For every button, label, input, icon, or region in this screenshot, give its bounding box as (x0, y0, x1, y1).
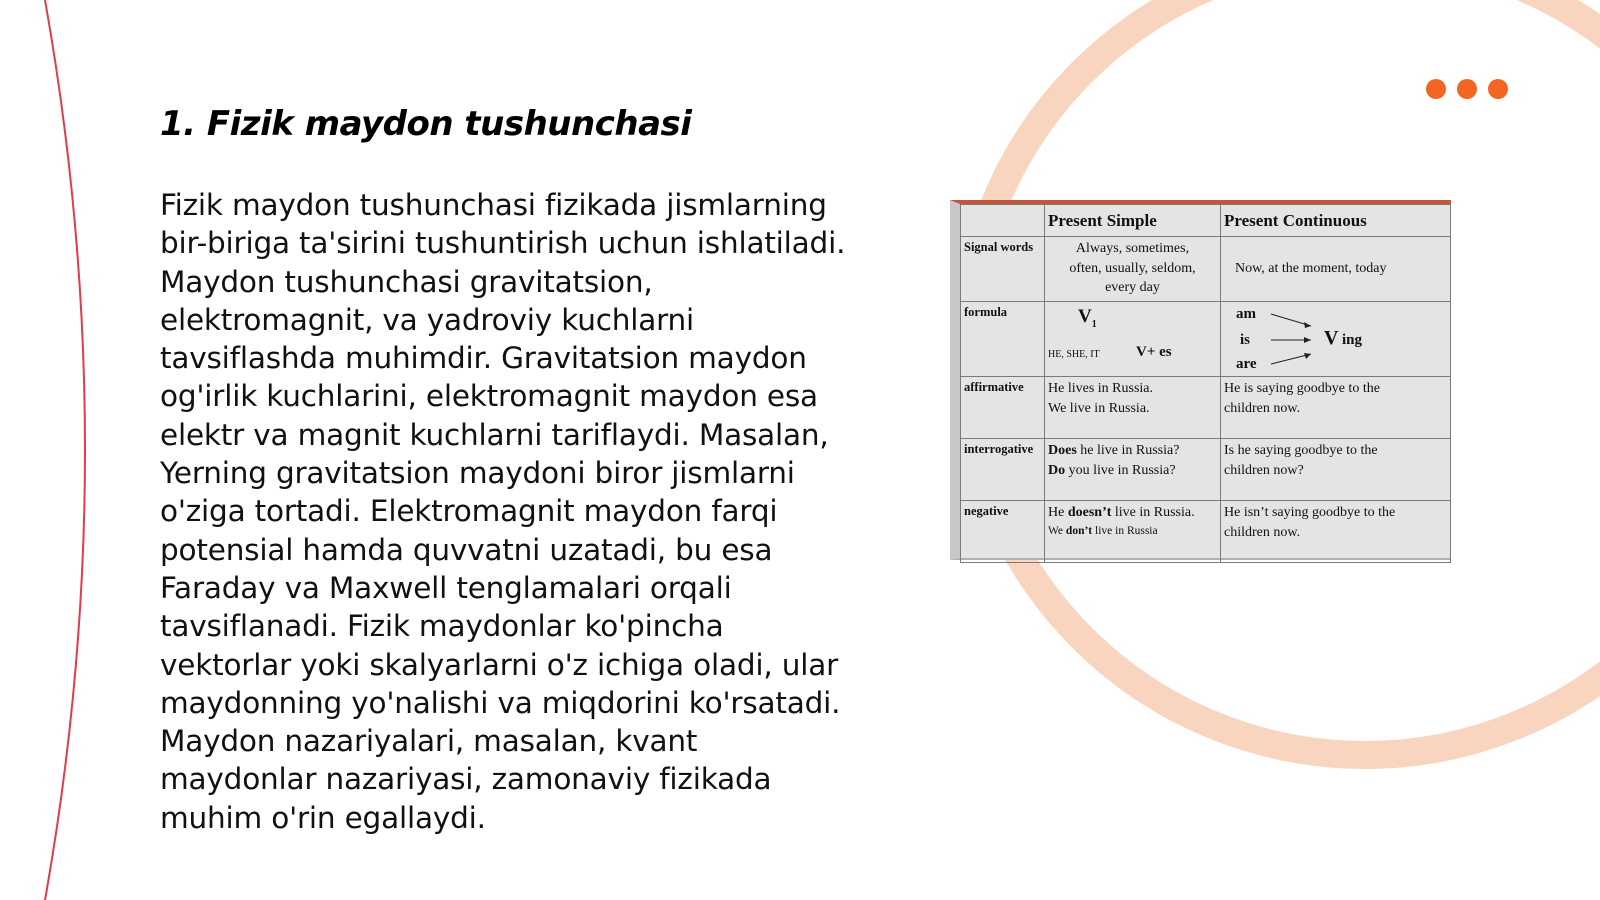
formula-v1 (1078, 304, 1097, 332)
formula-v-ing (1324, 324, 1362, 352)
grammar-table-image (950, 200, 1451, 560)
interrogative-simple-1 (1048, 441, 1217, 461)
interrogative-does: Does (1048, 443, 1077, 458)
table-header-present-continuous: Present Continuous (1221, 205, 1451, 237)
interrogative-continuous-1: Is he saying goodbye to the (1224, 443, 1378, 458)
table-header-row (961, 205, 1451, 237)
formula-v1-subscript: 1 (1091, 318, 1097, 330)
formula-pronouns: HE, SHE, IT (1048, 349, 1100, 360)
interrogative-simple-2-rest: you live in Russia? (1065, 462, 1176, 478)
negative-simple-2 (1048, 523, 1217, 539)
negative-simple-2-pre: We (1048, 524, 1066, 537)
signal-simple-cell (1045, 237, 1221, 302)
slide-title: 1. Fizik maydon tushunchasi (160, 104, 692, 144)
negative-doesnt: doesn’t (1067, 505, 1112, 520)
negative-continuous-2: children now. (1224, 524, 1301, 540)
slide-body-text: Fizik maydon tushunchasi fizikada jismlarning bir-biriga ta'sirini tushuntirish uchun ishlatiladi. Maydon tushunchasi gravitatsion, elektromagnit, va yadroviy kuchlarni tavsiflashda muhimdir. Gravitatsion maydon og'irlik kuchlarini, elektromagnit maydon esa elektr va magnit kuchlarni tariflaydi. Masalan, Yerning gravitatsion maydoni biror jismlarni o'ziga tortadi. Elektromagnit maydon farqi potensial hamda quvvatni uzatadi, bu esa Faraday va Maxwell tenglamalari orqali tavsiflanadi. Fizik maydonlar ko'pincha vektorlar yoki skalyarlarni o'z ichiga oladi, ular maydonning yo'nalishi va miqdorini ko'rsatadi. Maydon nazariyalari, masalan, kvant maydonlar nazariyasi, zamonaviy fizikada muhim o'rin egallaydi. (160, 188, 846, 835)
table-row-interrogative (961, 439, 1451, 501)
row-label-interrogative: interrogative (961, 439, 1045, 501)
negative-continuous-1: He isn’t saying goodbye to the (1224, 505, 1396, 520)
formula-are: are (1236, 356, 1257, 372)
interrogative-continuous-cell (1221, 439, 1451, 501)
negative-continuous-cell (1221, 501, 1451, 563)
row-label-affirmative: affirmative (961, 377, 1045, 439)
formula-is: is (1240, 332, 1251, 348)
signal-simple-line-1: Always, sometimes, (1075, 241, 1190, 256)
formula-ving-suffix: ing (1341, 332, 1362, 348)
interrogative-do: Do (1048, 462, 1066, 478)
interrogative-simple-cell (1045, 439, 1221, 501)
table-row-negative (961, 501, 1451, 563)
table-header-empty (961, 205, 1045, 237)
table-header-present-simple: Present Simple (1045, 205, 1221, 237)
affirmative-simple-cell (1045, 377, 1221, 439)
negative-simple-2-rest: live in Russia (1092, 524, 1158, 537)
negative-dont: don’t (1065, 524, 1093, 537)
negative-simple-cell (1045, 501, 1221, 563)
interrogative-continuous-2: children now? (1224, 462, 1304, 478)
table-row-signal-words (961, 237, 1451, 302)
formula-am: am (1236, 306, 1256, 322)
interrogative-simple-1-rest: he live in Russia? (1076, 443, 1180, 458)
affirmative-continuous-cell (1221, 377, 1451, 439)
formula-arrows-icon (1269, 310, 1325, 368)
table-row-formula (961, 302, 1451, 377)
negative-simple-1 (1048, 503, 1217, 523)
formula-continuous-cell (1221, 302, 1451, 377)
signal-simple-line-3: every day (1105, 280, 1160, 296)
row-label-signal-words: Signal words (961, 237, 1045, 302)
signal-continuous-cell: Now, at the moment, today (1221, 237, 1451, 302)
dot-menu-icon (1426, 79, 1508, 99)
negative-simple-1-pre: He (1048, 505, 1068, 520)
affirmative-simple-2: We live in Russia. (1048, 400, 1150, 416)
dot-3 (1488, 79, 1508, 99)
formula-v1-letter: V (1078, 306, 1092, 327)
formula-simple-cell (1045, 302, 1221, 377)
dot-2 (1457, 79, 1477, 99)
left-curve-line (45, 0, 85, 900)
formula-ving-v: V (1324, 327, 1339, 349)
affirmative-continuous-2: children now. (1224, 400, 1301, 416)
signal-simple-line-2: often, usually, seldom, (1069, 260, 1196, 276)
row-label-negative: negative (961, 501, 1045, 563)
grammar-table (960, 204, 1451, 563)
table-row-affirmative (961, 377, 1451, 439)
dot-1 (1426, 79, 1446, 99)
formula-v-es: V+ es (1136, 344, 1172, 360)
affirmative-continuous-1: He is saying goodbye to the (1224, 381, 1380, 396)
interrogative-simple-2 (1048, 461, 1217, 481)
negative-simple-1-rest: live in Russia. (1111, 505, 1195, 520)
row-label-formula: formula (961, 302, 1045, 377)
affirmative-simple-1: He lives in Russia. (1048, 381, 1153, 396)
